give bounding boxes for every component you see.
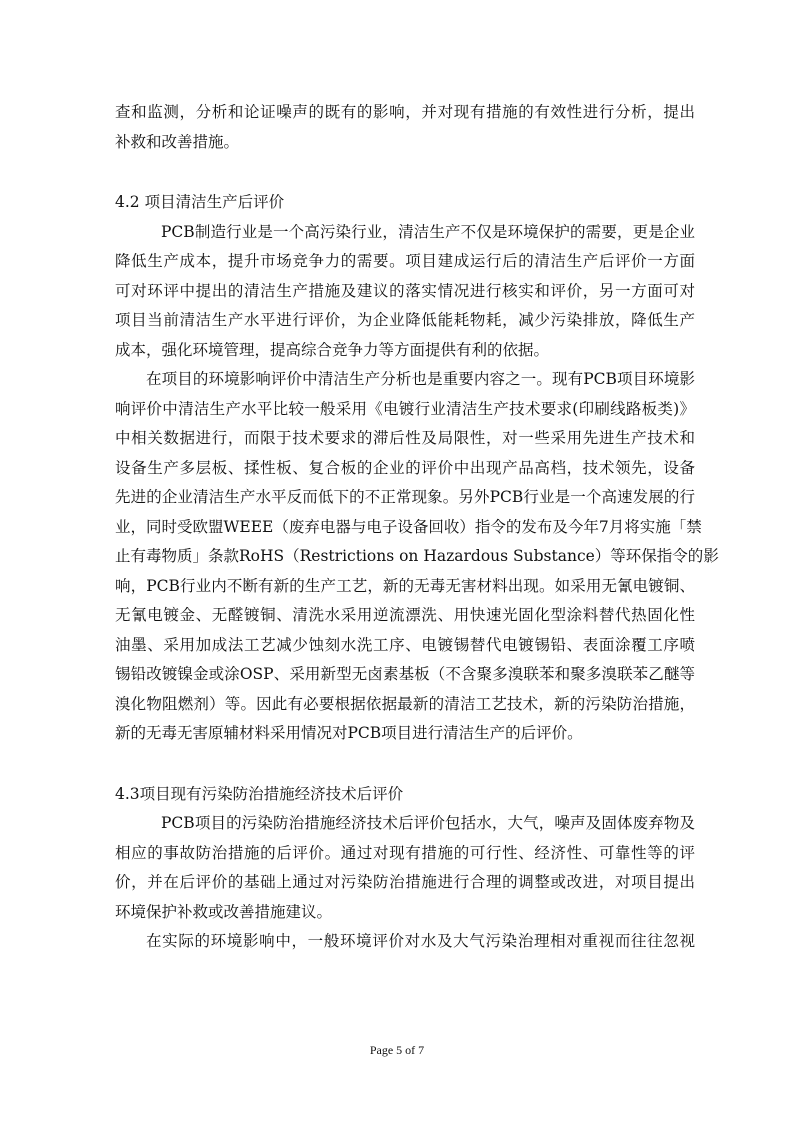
section-heading-4-2: 4.2 项目清洁生产后评价 bbox=[115, 193, 285, 211]
body-text-line: 查和监测，分析和论证噪声的既有的影响，并对现有措施的有效性进行分析，提出 bbox=[115, 103, 695, 121]
body-text-line: 补救和改善措施。 bbox=[115, 132, 240, 151]
body-text-line: 设备生产多层板、揉性板、复合板的企业的评价中出现产品高档，技术领先，设备 bbox=[115, 458, 695, 477]
body-text-line: 在实际的环境影响中，一般环境评价对水及大气污染治理相对重视而往往忽视 bbox=[146, 932, 695, 950]
body-text-line: 油墨、采用加成法工艺减少蚀刻水洗工序、电镀锡替代电镀锡铅、表面涂覆工序喷 bbox=[115, 635, 695, 654]
body-text-line: 止有毒物质」条款RoHS（Restrictions on Hazardous Substance）等环保指令的影 bbox=[115, 547, 719, 565]
body-text-line: 项目当前清洁生产水平进行评价，为企业降低能耗物耗，减少污染排放，降低生产 bbox=[115, 311, 695, 329]
body-text-line: PCB项目的污染防治措施经济技术后评价包括水，大气，噪声及固体废弃物及 bbox=[161, 814, 695, 832]
body-text-line: 相应的事故防治措施的后评价。通过对现有措施的可行性、经济性、可靠性等的评 bbox=[115, 843, 695, 862]
body-text-line: 降低生产成本，提升市场竞争力的需要。项目建成运行后的清洁生产后评价一方面 bbox=[115, 252, 695, 270]
body-text-line: 在项目的环境影响评价中清洁生产分析也是重要内容之一。现有PCB项目环境影 bbox=[146, 370, 695, 388]
section-heading-4-3: 4.3项目现有污染防治措施经济技术后评价 bbox=[115, 784, 404, 803]
body-text-line: 价，并在后评价的基础上通过对污染防治措施进行合理的调整或改进，对项目提出 bbox=[115, 873, 695, 891]
document-body bbox=[115, 98, 719, 957]
body-text-line: 溴化物阻燃剂）等。因此有必要根据依据最新的清洁工艺技术，新的污染防治措施， bbox=[115, 694, 695, 713]
body-text-line: 业，同时受欧盟WEEE（废弃电器与电子设备回收）指令的发布及今年7月将实施「禁 bbox=[115, 517, 702, 536]
body-text-line: 环境保护补救或改善措施建议。 bbox=[115, 902, 333, 921]
body-text-line: PCB制造行业是一个高污染行业，清洁生产不仅是环境保护的需要，更是企业 bbox=[161, 222, 695, 241]
page-footer bbox=[0, 1043, 794, 1058]
body-text-line: 新的无毒无害原辅材料采用情况对PCB项目进行清洁生产的后评价。 bbox=[115, 724, 583, 742]
body-text-line: 成本，强化环境管理，提高综合竞争力等方面提供有利的依据。 bbox=[115, 340, 550, 359]
body-text-line: 响，PCB行业内不断有新的生产工艺，新的无毒无害材料出现。如采用无氰电镀铜、 bbox=[115, 576, 695, 595]
body-text-line: 中相关数据进行，而限于技术要求的滞后性及局限性，对一些采用先进生产技术和 bbox=[115, 429, 695, 447]
body-text-line: 先进的企业清洁生产水平反而低下的不正常现象。另外PCB行业是一个高速发展的行 bbox=[115, 488, 695, 506]
paragraph-gap bbox=[115, 157, 695, 188]
body-text-line: 无氰电镀金、无醛镀铜、清洗水采用逆流漂洗、用快速光固化型涂料替代热固化性 bbox=[115, 606, 695, 624]
body-text-line: 响评价中清洁生产水平比较一般采用《电镀行业清洁生产技术要求(印刷线路板类)》 bbox=[115, 399, 695, 418]
paragraph-gap bbox=[115, 749, 695, 780]
body-text-line: 可对环评中提出的清洁生产措施及建议的落实情况进行核实和评价，另一方面可对 bbox=[115, 281, 695, 300]
page-number: Page 5 of 7 bbox=[369, 1043, 425, 1057]
body-text-line: 锡铅改镀镍金或涂OSP、采用新型无卤素基板（不含聚多溴联苯和聚多溴联苯乙醚等 bbox=[115, 665, 695, 683]
